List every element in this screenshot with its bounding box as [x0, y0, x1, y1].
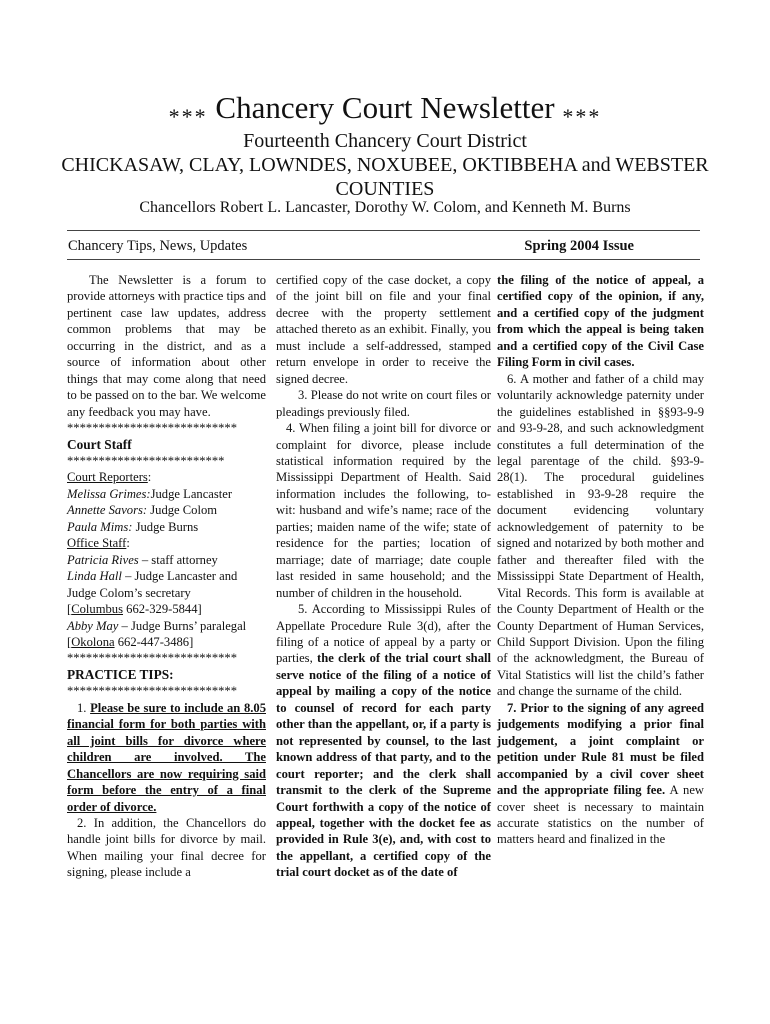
star-separator: *************************** [67, 421, 238, 436]
tip-1 [67, 700, 266, 815]
bottom-divider [67, 259, 700, 260]
phone-number: 662-329-5844] [123, 602, 202, 617]
phone-number: 662-447-3486] [114, 634, 194, 649]
staff-entry [67, 618, 266, 634]
title-text: Chancery Court Newsletter [215, 90, 555, 125]
newsletter-title [0, 90, 770, 129]
bracket: [ [67, 602, 72, 617]
bracket: [ [67, 634, 72, 649]
staff-name: Paula Mims: [67, 519, 133, 534]
staff-entry [67, 568, 266, 601]
tip-2-continued: certified copy of the case docket, a copy of the joint bill on file and your final decree with the property settlement attached thereto as an exhibit. Finally, you must include a self-addressed, stamped return envelope in order to receive the signed decree. [276, 273, 491, 386]
court-reporters-text: Court Reporters [67, 470, 148, 485]
practice-tips-heading: PRACTICE TIPS: [67, 666, 174, 682]
tip-5-bold-text: the clerk of the trial court shall serve notice of the filing of a notice of appeal by mailing a copy of the notice to counsel of record for each party other than the appellant, or, if a party is not represented by counsel, to the last known address of that party, and to the court reporter; and the clerk shall transmit to the clerk of the Supreme Court forthwith a copy of the notice of appeal, together with the docket fee as provided in Rule 3(e), and, with cost to the appellant, a certified copy of the trial court docket as of the date of [276, 651, 491, 880]
top-divider [67, 230, 700, 231]
star-separator: ************************* [67, 453, 225, 468]
tip-7-text: A new cover sheet is necessary to maintain accurate statistics on the number of matters heard and finalized in the [497, 783, 704, 847]
tip-number: 1. [77, 700, 91, 715]
staff-role: – Judge Lancaster and Judge Colom’s secretary [67, 569, 238, 600]
chancellors-line: Chancellors Robert L. Lancaster, Dorothy W. Colom, and Kenneth M. Burns [139, 199, 631, 216]
tip-1-text: Please be sure to include an 8.05 financial form for both parties with all joint bills for divorce where children are involved. The Chancellors are now requiring said form before the entry of a final order of divorce. [67, 700, 266, 814]
staff-role: Judge Colom [147, 503, 218, 518]
tip-7 [497, 700, 704, 848]
district-name: Fourteenth Chancery Court District [243, 130, 527, 152]
office-city: Columbus [71, 602, 123, 617]
tip-5-bold-continued: the filing of the notice of appeal, a certified copy of the opinion, if any, and a certified copy of the judgment from which the appeal is being taken and a certified copy of the Civil Case Filing Form in civil cases. [497, 273, 704, 370]
office-staff-text: Office Staff [67, 536, 127, 551]
staff-entry [67, 486, 266, 502]
issue-label: Spring 2004 Issue [524, 238, 634, 254]
staff-name: Annette Savors: [67, 503, 148, 518]
staff-entry [67, 552, 266, 568]
office-staff-label [67, 535, 266, 551]
staff-role: Judge Lancaster [150, 486, 233, 501]
title-stars-right: *** [562, 104, 602, 129]
staff-name: Linda Hall [67, 569, 122, 584]
tip-5-text: 5. According to Mississippi Rules of Appellate Procedure Rule 3(d), after the filing of a notice of appeal by a party or parties, [276, 602, 491, 666]
phone-entry [67, 634, 266, 650]
staff-entry [67, 519, 266, 535]
tip-2: 2. In addition, the Chancellors do handle joint bills for divorce by mail. When mailing your final decree for signing, please include a [67, 815, 266, 880]
staff-name: Abby May [67, 618, 119, 633]
county-list: CHICKASAW, CLAY, LOWNDES, NOXUBEE, OKTIBBEHA and WEBSTER COUNTIES [61, 154, 709, 200]
phone-entry [67, 601, 266, 617]
staff-role: – Judge Burns’ paralegal [118, 618, 247, 633]
tip-3: 3. Please do not write on court files or pleadings previously filed. [276, 388, 491, 419]
staff-entry [67, 502, 266, 518]
column-2 [276, 272, 491, 881]
title-stars-left: *** [168, 104, 208, 129]
staff-role: – staff attorney [138, 552, 218, 567]
tip-5-continued [497, 272, 704, 371]
tip-6: 6. A mother and father of a child may voluntarily acknowledge paternity under the guidelines established in §§93-9-9 and 93-9-28, and such acknowledgment constitutes a full determination of the legal parentage of the child. §93-9-28(1). The procedural guidelines established in 93-9-28 require the document evidencing voluntary acknowledgement of paternity to be signed and notarized by both mother and father and thereafter filed with the Mississippi State Department of Health, Vital Records. This form is available at the County Department of Health or the County Department of Human Services, Child Support Division. Upon the filing of the acknowledgment, the Bureau of Vital Statistics will list the child’s father and change the surname of the child. [497, 371, 704, 699]
column-1 [67, 272, 266, 881]
tip-7-bold-text: 7. Prior to the signing of any agreed judgements modifying a prior final judgement, a joint complaint or petition under Rule 81 must be filed accompanied by a civil cover sheet and the appropriate filing fee. [497, 700, 704, 798]
court-staff-heading: Court Staff [67, 436, 132, 452]
column-3 [497, 272, 704, 848]
colon: : [126, 536, 130, 551]
intro-paragraph: The Newsletter is a forum to provide attorneys with practice tips and pertinent case law updates, address common problems that may be occurring in the district, and as a source of information about other things that may come along that need to be passed on to the bar. We welcome any feedback you may have. [67, 273, 266, 419]
office-city: Okolona [71, 634, 115, 649]
star-separator: *************************** [67, 684, 238, 699]
staff-role: Judge Burns [132, 519, 199, 534]
staff-name: Melissa Grimes: [67, 486, 151, 501]
tip-5 [276, 601, 491, 881]
colon: : [147, 470, 152, 485]
tip-4: 4. When filing a joint bill for divorce or complaint for divorce, please include statistical information required by the Mississippi Department of Health. Said information includes the following, to-wit: husband and wife’s name; race of the parties; maiden name of the wife; state of residence for the parties; location of marriage; date of marriage; date couple last resided in same household; and the number of children in the household. [276, 421, 491, 600]
staff-name: Patricia Rives [67, 552, 139, 567]
section-label: Chancery Tips, News, Updates [68, 238, 248, 254]
court-reporters-label [67, 469, 266, 485]
star-separator: *************************** [67, 651, 238, 666]
